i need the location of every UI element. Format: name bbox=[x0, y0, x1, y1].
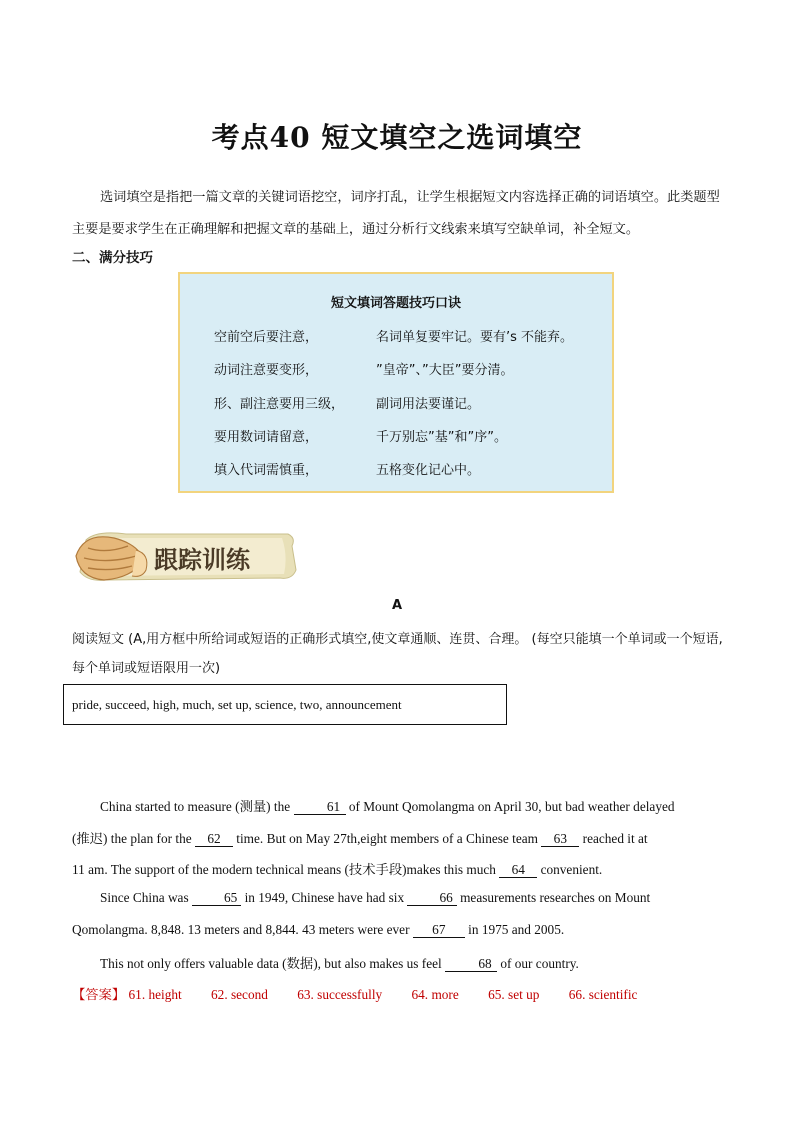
tip-left: 空前空后要注意， bbox=[214, 330, 319, 345]
passage-line bbox=[72, 828, 726, 847]
answer-item: 65. set up bbox=[488, 987, 540, 1002]
answer-item: 66. scientific bbox=[568, 987, 638, 1002]
blank-65[interactable]: 65 bbox=[192, 891, 241, 906]
blank-67[interactable]: 67 bbox=[413, 923, 465, 938]
tip-right: ”皇帝”、”大臣”要分清。 bbox=[376, 363, 514, 378]
instructions: 阅读短文 (A,用方框中所给词或短语的正确形式填空,使文章通顺、连贯、合理。 (每空只能填一个单词或一个短语,每个单词或短语限用一次) bbox=[72, 632, 723, 676]
passage-text: of our country. bbox=[497, 956, 579, 971]
passage-text: in 1975 and 2005. bbox=[464, 922, 565, 937]
blank-68[interactable]: 68 bbox=[445, 957, 497, 972]
banner-text: 跟踪训练 bbox=[154, 545, 250, 574]
passage-text: time. But on May 27th,eight members of a Chinese team bbox=[232, 831, 542, 846]
answer-label: 【答案】 bbox=[72, 987, 126, 1002]
tip-right: 名词单复要牢记。要有’s 不能弃。 bbox=[376, 330, 574, 345]
answer-item: 62. second bbox=[211, 987, 268, 1002]
tip-right: 五格变化记心中。 bbox=[376, 463, 481, 478]
passage-line bbox=[72, 953, 726, 972]
banner-graphic bbox=[66, 526, 302, 588]
word-bank: pride, succeed, high, much, set up, science, two, announcement bbox=[63, 684, 507, 725]
intro-paragraph: 选词填空是指把一篇文章的关键词语挖空，词序打乱，让学生根据短文内容选择正确的词语填空。此类题型主要是要求学生在正确理解和把握文章的基础上，通过分析行文线索来填写空缺单词，补全短文。 bbox=[72, 190, 720, 237]
answer-item: 61. height bbox=[128, 987, 182, 1002]
answer-item: 63. successfully bbox=[297, 987, 383, 1002]
tip-left: 填入代词需慎重， bbox=[214, 463, 319, 478]
passage-text: measurements researches on Mount bbox=[456, 890, 651, 905]
passage-line bbox=[72, 796, 726, 815]
blank-62[interactable]: 62 bbox=[195, 832, 233, 847]
page-title: 考点40 短文填空之选词填空 bbox=[211, 121, 583, 154]
tips-title: 短文填词答题技巧口诀 bbox=[330, 296, 461, 311]
section-heading: 二、满分技巧 bbox=[72, 250, 153, 266]
passage-line bbox=[72, 890, 726, 906]
blank-66[interactable]: 66 bbox=[407, 891, 456, 906]
passage-text: Qomolangma. 8,848. 13 meters and 8,844. 43 meters were ever bbox=[72, 922, 413, 937]
tip-right: 千万别忘”基”和”序”。 bbox=[376, 430, 507, 445]
section-letter: A bbox=[391, 598, 403, 613]
passage-text: 11 am. The support of the modern technical means (技术手段)makes this much bbox=[72, 862, 500, 877]
practice-banner bbox=[66, 526, 302, 588]
tip-left: 要用数词请留意， bbox=[214, 430, 319, 445]
passage-text: in 1949, Chinese have had six bbox=[241, 890, 408, 905]
tip-right: 副词用法要谨记。 bbox=[376, 397, 481, 412]
tips-box bbox=[178, 272, 614, 493]
blank-63[interactable]: 63 bbox=[541, 832, 579, 847]
passage-text: Since China was bbox=[100, 890, 192, 905]
blank-61[interactable]: 61 bbox=[294, 800, 346, 815]
passage-text: China started to measure (测量) the bbox=[100, 799, 294, 814]
answer-item: 64. more bbox=[411, 987, 459, 1002]
blank-64[interactable]: 64 bbox=[499, 863, 537, 878]
passage-text: of Mount Qomolangma on April 30, but bad weather delayed bbox=[345, 799, 675, 814]
passage-text: (推迟) the plan for the bbox=[72, 831, 195, 846]
passage-line bbox=[72, 922, 726, 938]
tip-left: 动词注意要变形， bbox=[214, 363, 319, 378]
passage-line bbox=[72, 859, 726, 878]
answer-line bbox=[72, 984, 663, 1003]
passage-text: reached it at bbox=[579, 831, 648, 846]
passage-text: convenient. bbox=[537, 862, 603, 877]
tip-left: 形、副注意要用三级， bbox=[214, 397, 345, 412]
passage-text: This not only offers valuable data (数据), but also makes us feel bbox=[100, 956, 446, 971]
